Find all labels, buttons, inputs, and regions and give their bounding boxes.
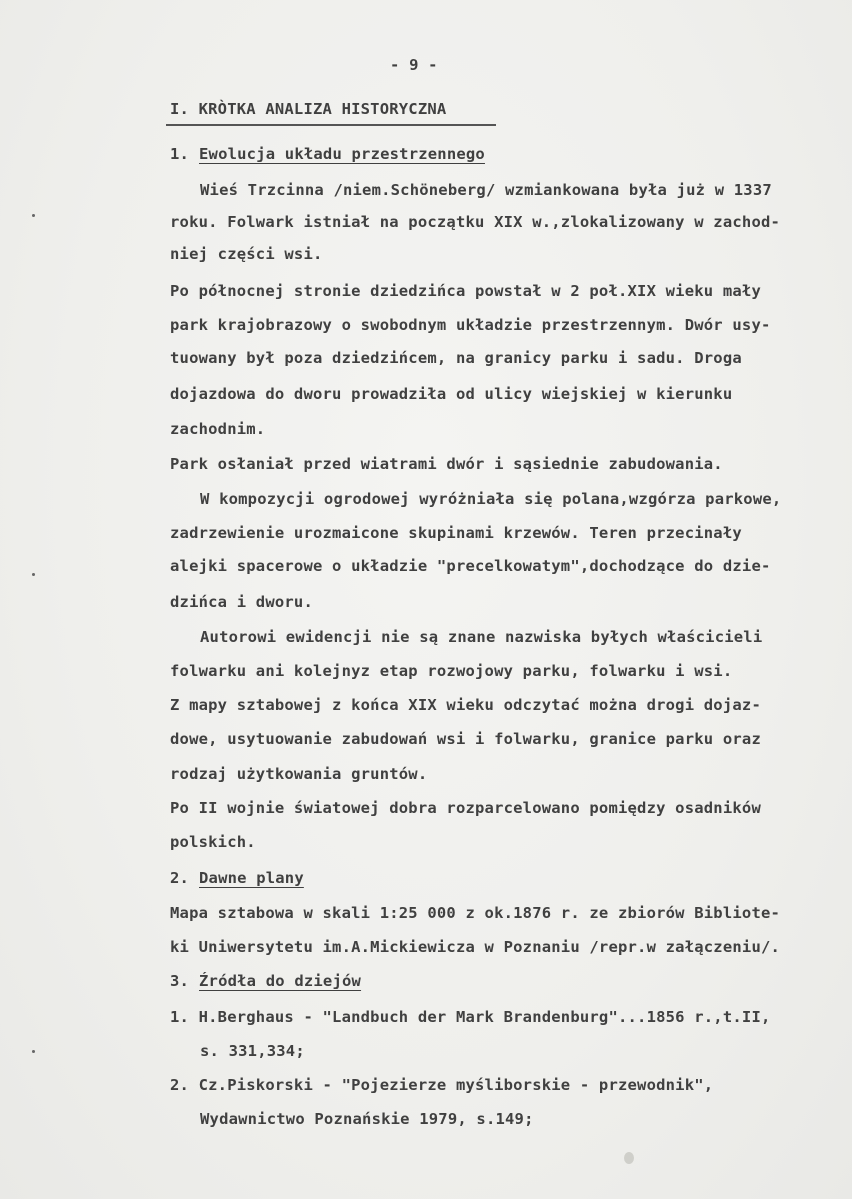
subsection-2-title: Dawne plany — [199, 869, 304, 887]
paragraph-line: ki Uniwersytetu im.A.Mickiewicza w Poznaniu /repr.w załączeniu/. — [170, 938, 781, 956]
margin-punch-mark — [32, 214, 35, 217]
paragraph-line: Z mapy sztabowej z końca XIX wieku odczytać można drogi dojaz- — [170, 696, 761, 714]
paragraph-line: Autorowi ewidencji nie są znane nazwiska byłych właścicieli — [200, 628, 763, 646]
paragraph-line: zachodnim. — [170, 420, 266, 438]
paragraph-line: rodzaj użytkowania gruntów. — [170, 765, 428, 783]
source-item: 2. Cz.Piskorski - "Pojezierze myśliborskie - przewodnik", — [170, 1076, 714, 1094]
paragraph-line: Park osłaniał przed wiatrami dwór i sąsiednie zabudowania. — [170, 455, 723, 473]
source-item: 1. H.Berghaus - "Landbuch der Mark Brandenburg"...1856 r.,t.II, — [170, 1008, 771, 1026]
section-title: I. KRÒTKA ANALIZA HISTORYCZNA — [170, 100, 447, 118]
paragraph-line: Mapa sztabowa w skali 1:25 000 z ok.1876 r. ze zbiorów Bibliote- — [170, 904, 781, 922]
margin-punch-mark — [32, 573, 35, 576]
subsection-1-number: 1. — [170, 145, 190, 163]
source-item-continuation: s. 331,334; — [200, 1042, 305, 1060]
paragraph-line: folwarku ani kolejnyz etap rozwojowy parku, folwarku i wsi. — [170, 662, 733, 680]
paragraph-line: niej części wsi. — [170, 245, 323, 263]
subsection-1-title: Ewolucja układu przestrzennego — [199, 145, 485, 163]
paragraph-line: tuowany był poza dziedzińcem, na granicy parku i sadu. Droga — [170, 349, 742, 367]
margin-punch-mark — [32, 1050, 35, 1053]
source-item-continuation: Wydawnictwo Poznańskie 1979, s.149; — [200, 1110, 534, 1128]
subsection-2-number: 2. — [170, 869, 190, 887]
paragraph-line: dojazdowa do dworu prowadziła od ulicy wiejskiej w kierunku — [170, 385, 733, 403]
paragraph-line: zadrzewienie urozmaicone skupinami krzewów. Teren przecinały — [170, 524, 742, 542]
paragraph-line: dzińca i dworu. — [170, 593, 313, 611]
paragraph-line: W kompozycji ogrodowej wyróżniała się polana,wzgórza parkowe, — [200, 490, 782, 508]
section-title-underline — [166, 124, 496, 126]
paragraph-line: park krajobrazowy o swobodnym układzie przestrzennym. Dwór usy- — [170, 316, 771, 334]
page-number: - 9 - — [390, 56, 438, 74]
paragraph-line: dowe, usytuowanie zabudowań wsi i folwarku, granice parku oraz — [170, 730, 761, 748]
paragraph-line: roku. Folwark istniał na początku XIX w.,zlokalizowany w zachod- — [170, 213, 781, 231]
paragraph-line: Wieś Trzcinna /niem.Schöneberg/ wzmiankowana była już w 1337 — [200, 181, 772, 199]
subsection-3-number: 3. — [170, 972, 190, 990]
paper-stain — [624, 1152, 634, 1164]
paragraph-line: alejki spacerowe o układzie "precelkowatym",dochodzące do dzie- — [170, 557, 771, 575]
paragraph-line: polskich. — [170, 833, 256, 851]
paragraph-line: Po północnej stronie dziedzińca powstał w 2 poł.XIX wieku mały — [170, 282, 761, 300]
paragraph-line: Po II wojnie światowej dobra rozparcelowano pomiędzy osadników — [170, 799, 761, 817]
subsection-3-title: Źródła do dziejów — [199, 972, 362, 990]
